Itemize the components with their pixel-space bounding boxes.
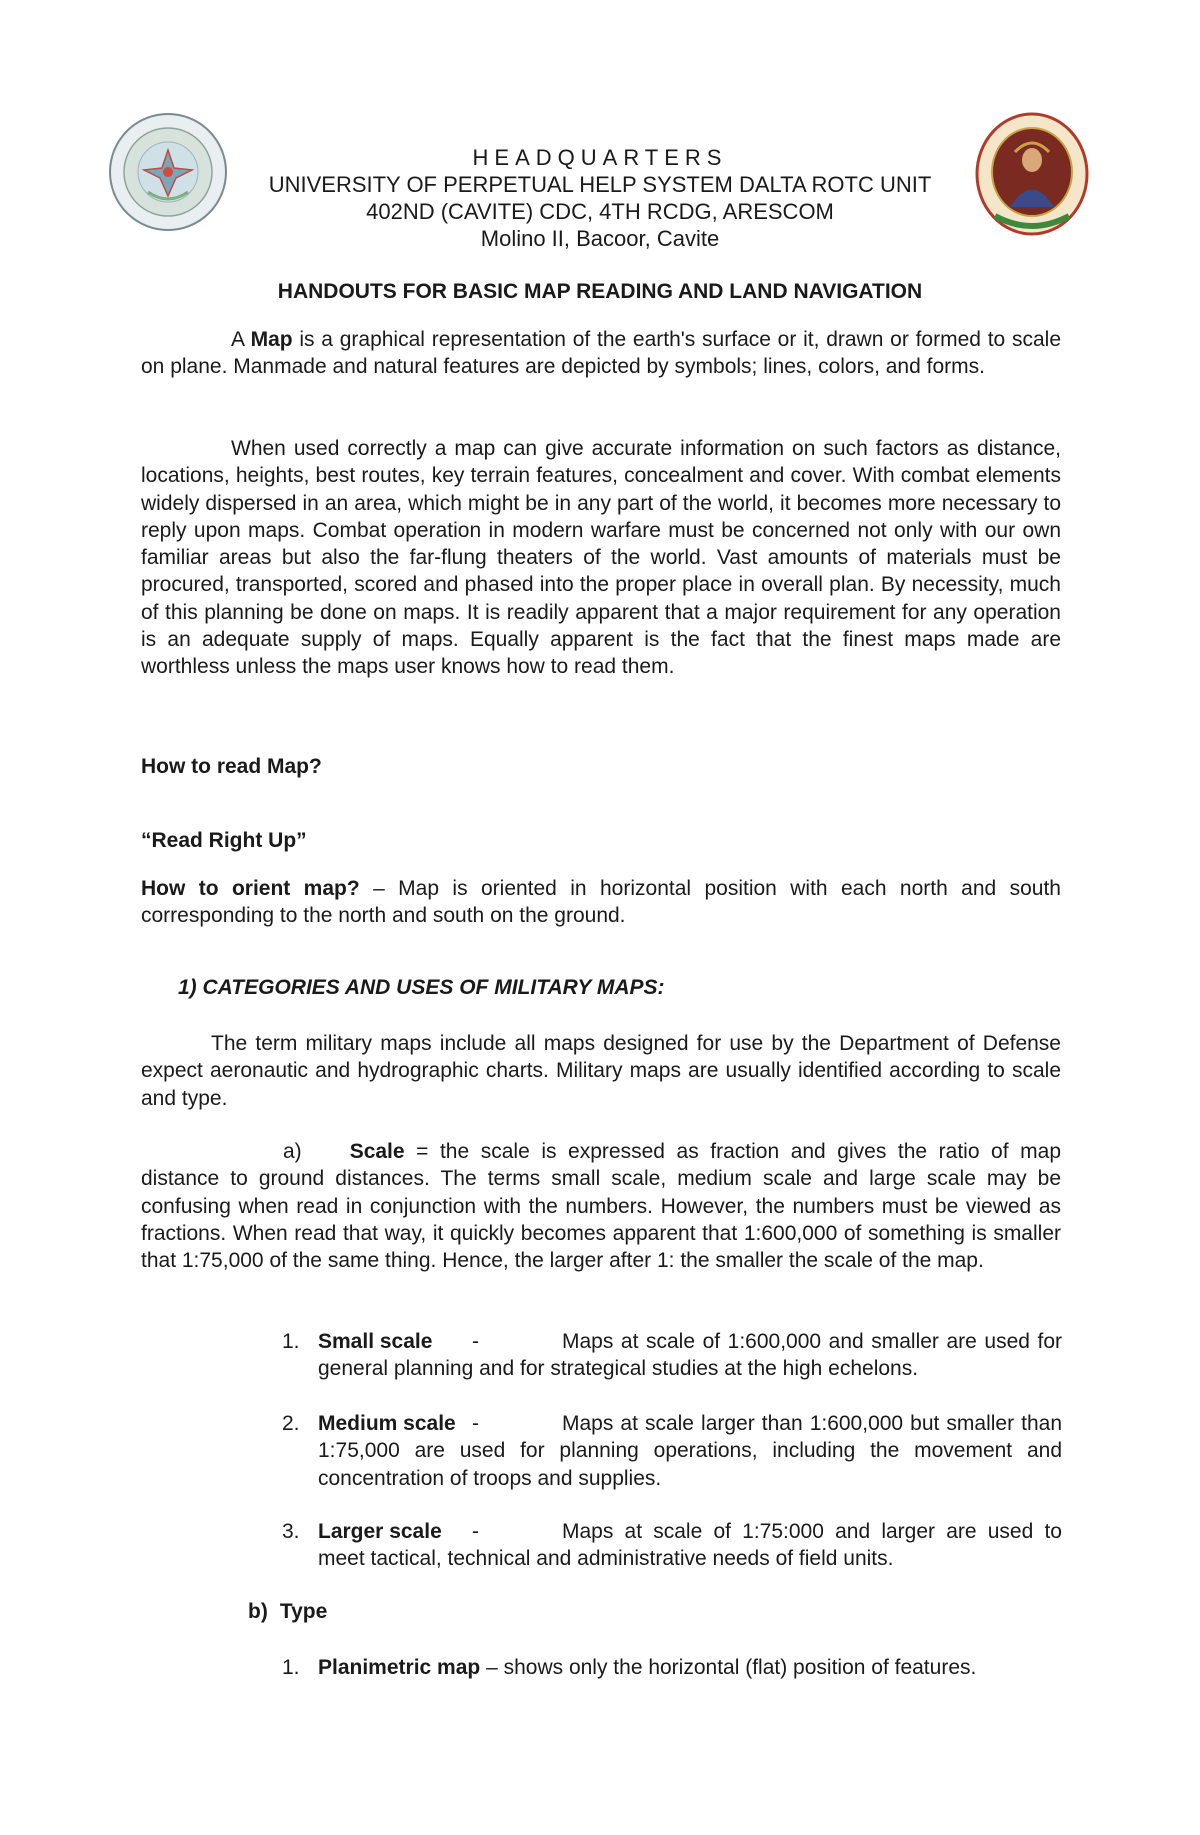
headquarters-label: HEADQUARTERS bbox=[472, 145, 728, 170]
item-text: Maps at scale larger than 1:600,000 but smaller than 1:75,000 are used for planning operations, including the movement and concentration of troops and supplies. bbox=[318, 1412, 1062, 1490]
item-number: 1. bbox=[282, 1330, 300, 1353]
type-marker: b) bbox=[248, 1600, 268, 1623]
orient-paragraph bbox=[141, 875, 1061, 930]
section-1-paragraph: The term military maps include all maps designed for use by the Department of Defense expect aeronautic and hydrographic charts. Military maps are usually identified according to scale and type. bbox=[141, 1032, 1061, 1110]
scale-item-medium bbox=[282, 1410, 1062, 1492]
item-number: 3. bbox=[282, 1520, 300, 1543]
intro-term: Map bbox=[250, 328, 293, 351]
university-seal-icon bbox=[975, 112, 1089, 236]
scale-item-larger bbox=[282, 1518, 1062, 1573]
item-term: Planimetric map bbox=[318, 1656, 481, 1679]
item-term: Medium scale bbox=[318, 1412, 456, 1435]
cdc-name: 402ND (CAVITE) CDC, 4TH RCDG, ARESCOM bbox=[366, 199, 834, 224]
scale-item-small bbox=[282, 1328, 1062, 1383]
how-to-read-heading: How to read Map? bbox=[141, 755, 322, 778]
orient-term: How to orient map? bbox=[141, 877, 360, 900]
read-right-up-heading: “Read Right Up” bbox=[141, 829, 307, 852]
location: Molino II, Bacoor, Cavite bbox=[480, 226, 720, 251]
item-number: 1. bbox=[282, 1656, 300, 1679]
section-1-heading: 1) CATEGORIES AND USES OF MILITARY MAPS: bbox=[178, 976, 665, 999]
intro-lead: A bbox=[231, 328, 251, 351]
item-text: Maps at scale of 1:75:000 and larger are used to meet tactical, technical and administrative needs of field units. bbox=[318, 1520, 1062, 1571]
item-number: 2. bbox=[282, 1412, 300, 1435]
intro-paragraph bbox=[141, 326, 1061, 381]
scale-term: Scale bbox=[349, 1140, 405, 1163]
item-dash: - bbox=[472, 1412, 479, 1435]
type-heading bbox=[248, 1600, 327, 1624]
unit-name: UNIVERSITY OF PERPETUAL HELP SYSTEM DALTA ROTC UNIT bbox=[268, 172, 932, 197]
item-text: Maps at scale of 1:600,000 and smaller are used for general planning and for strategical studies at the high echelons. bbox=[318, 1330, 1062, 1381]
intro-text: is a graphical representation of the earth's surface or it, drawn or formed to scale on plane. Manmade and natural features are depicted by symbols; lines, colors, and forms. bbox=[141, 328, 1061, 379]
scale-text: = the scale is expressed as fraction and gives the ratio of map distance to ground distances. The terms small scale, medium scale and large scale may be confusing when read in conjunction with the numbers. However, the numbers must be viewed as fractions. When read that way, it quickly becomes apparent that 1:600,000 of something is smaller that 1:75,000 of the same thing. Hence, the larger after 1: the smaller the scale of the map. bbox=[141, 1140, 1061, 1273]
paragraph-map-usage: When used correctly a map can give accurate information on such factors as distance, locations, heights, best routes, key terrain features, concealment and cover. With combat elements widely dispersed in an area, which might be in any part of the world, it becomes more necessary to reply upon maps. Combat operation in modern warfare must be concerned not only with our own familiar areas but also the far-flung theaters of the world. Vast amounts of materials must be procured, transported, scored and phased into the proper place in overall plan. By necessity, much of this planning be done on maps. It is readily apparent that a major requirement for any operation is an adequate supply of maps. Equally apparent is the fact that the finest maps made are worthless unless the maps user knows how to read them. bbox=[141, 437, 1061, 679]
item-term: Larger scale bbox=[318, 1520, 442, 1543]
orient-text: – Map is oriented in horizontal position with each north and south corresponding to the north and south on the ground. bbox=[141, 877, 1061, 928]
scale-marker: a) bbox=[283, 1140, 302, 1163]
item-text: – shows only the horizontal (flat) position of features. bbox=[480, 1656, 977, 1679]
item-dash: - bbox=[472, 1330, 479, 1353]
type-item-planimetric bbox=[282, 1654, 1062, 1681]
type-label: Type bbox=[279, 1600, 328, 1623]
scale-paragraph bbox=[141, 1138, 1061, 1274]
letterhead bbox=[200, 144, 1000, 252]
item-term: Small scale bbox=[318, 1330, 433, 1353]
item-dash: - bbox=[472, 1520, 479, 1543]
document-title: HANDOUTS FOR BASIC MAP READING AND LAND NAVIGATION bbox=[277, 280, 923, 303]
